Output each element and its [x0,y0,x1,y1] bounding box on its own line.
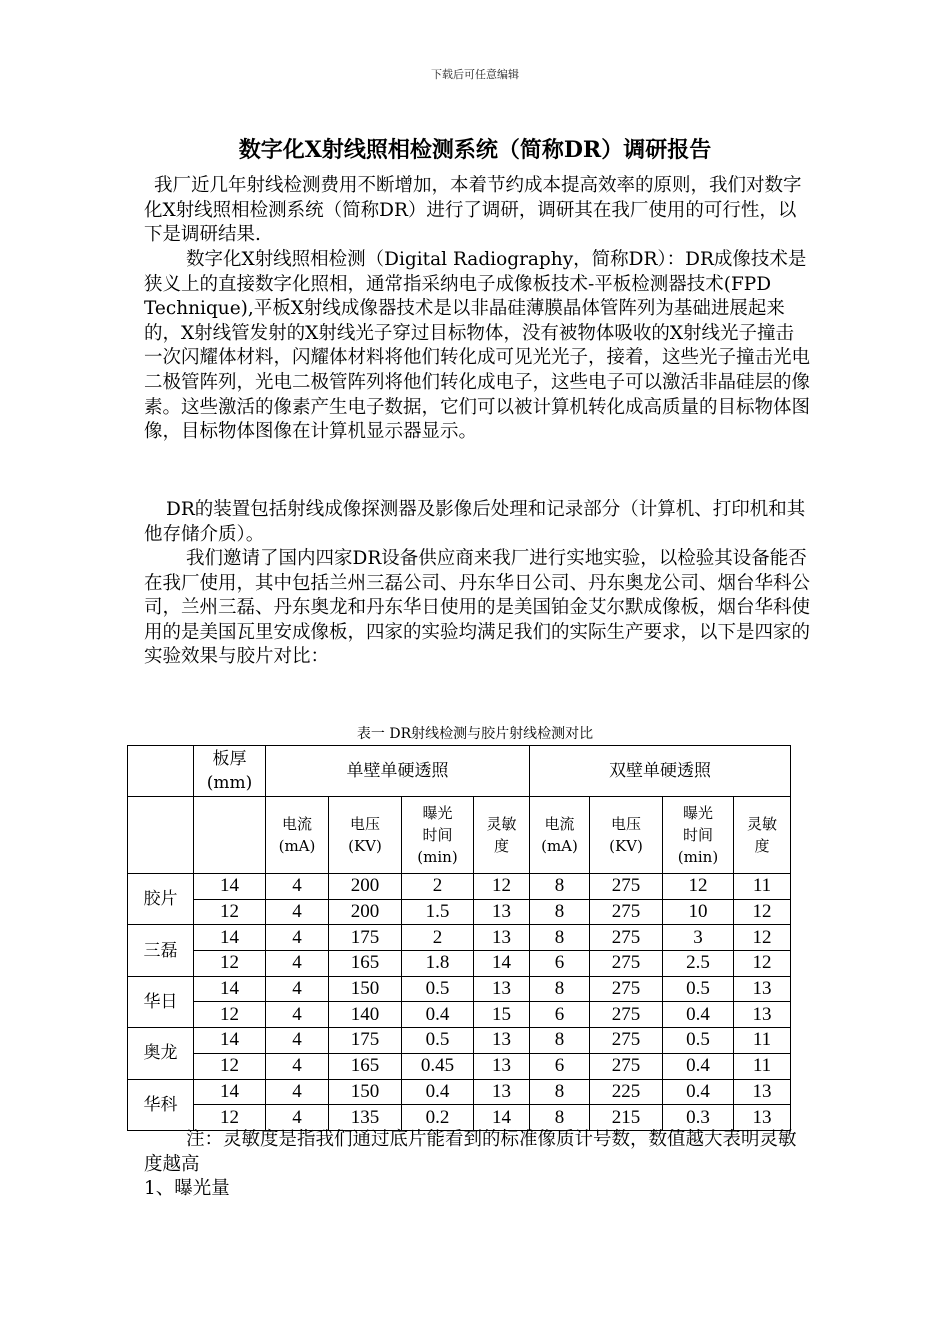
table-cell: 0.2 [402,1105,474,1131]
table-cell: 13 [474,1079,530,1105]
table-cell: 12 [663,874,734,900]
table-cell: 8 [530,976,590,1002]
table-cell: 12 [734,899,791,925]
paragraph-dr-definition: 数字化X射线照相检测（Digital Radiography，简称DR）：DR成像技术是狭义上的直接数字化照相，通常指采纳电子成像板技术-平板检测器技术(FPD Technique),平板X射线成像器技术是以非晶硅薄膜晶体管阵列为基础进展起来的，X射线管发射的X射线光子穿过目标物体，没有被物体吸收的X射线光子撞击一次闪耀体材料，闪耀体材料将他们转化成可见光光子，接着，这些光子撞击光电二极管阵列，光电二极管阵列将他们转化成电子，这些电子可以激活非晶硅层的像素。这些激活的像素产生电子数据，它们可以被计算机转化成高质量的目标物体图像，目标物体图像在计算机显示器显示。 [144,249,811,443]
table-row [128,951,791,977]
table-row [128,1105,791,1131]
table-cell: 13 [734,976,791,1002]
table-body [128,874,791,1131]
current-header [266,797,329,874]
table-row [128,899,791,925]
table-cell: 275 [590,951,663,977]
table-cell: 1.8 [402,951,474,977]
table-cell: 10 [663,899,734,925]
table-cell: 2 [402,925,474,951]
row-group-label: 华日 [128,976,194,1027]
sensitivity-header [474,797,530,874]
table-cell: 1.5 [402,899,474,925]
current-label: 电流 [281,815,312,833]
thickness-header [194,746,266,797]
table-row [128,1028,791,1054]
current-unit: (mA) [541,837,578,855]
table-cell: 275 [590,874,663,900]
table-cell: 12 [734,925,791,951]
table-cell: 11 [734,874,791,900]
row-group-label: 华科 [128,1079,194,1130]
table-cell: 140 [329,1002,402,1028]
table-cell: 0.4 [402,1079,474,1105]
table-cell: 4 [266,1079,329,1105]
table-cell: 150 [329,976,402,1002]
table-caption: 表一 DR射线检测与胶片射线检测对比 [356,726,594,742]
table-cell: 14 [474,1105,530,1131]
table-cell: 225 [590,1079,663,1105]
table-cell: 215 [590,1105,663,1131]
table-cell: 11 [734,1028,791,1054]
table-cell: 165 [329,1053,402,1079]
exposure-unit: (min) [417,848,458,866]
current-unit: (mA) [278,837,316,855]
corner-cell [128,746,194,797]
table-cell: 200 [329,874,402,900]
table-cell: 13 [474,1053,530,1079]
comparison-table [127,745,791,1131]
table-cell: 275 [590,976,663,1002]
dr-equipment-block [144,498,812,547]
voltage-unit: (KV) [609,837,643,855]
table-note: 注：灵敏度是指我们通过底片能看到的标准像质计号数，数值越大表明灵敏度越高 [144,1129,797,1175]
voltage-label: 电压 [610,815,641,833]
suppliers-block [144,547,812,670]
table-cell: 0.5 [663,1028,734,1054]
paragraph-intro: 我厂近几年射线检测费用不断增加，本着节约成本提高效率的原则，我们对数字化X射线照相检测系统（简称DR）进行了调研，调研其在我厂使用的可行性，以下是调研结果. [144,175,802,246]
page-header-note: 下载后可任意编辑 [431,68,519,81]
section-heading: 1、曝光量 [144,1178,230,1200]
table-cell: 0.45 [402,1053,474,1079]
group-double-wall: 双壁单硬透照 [530,746,791,797]
voltage-unit: (KV) [348,837,382,855]
table-cell: 12 [194,1105,266,1131]
current-label: 电流 [544,815,575,833]
table-cell: 4 [266,1053,329,1079]
table-cell: 8 [530,874,590,900]
table-cell: 11 [734,1053,791,1079]
table-row [128,1002,791,1028]
table-cell: 0.3 [663,1105,734,1131]
voltage-header [590,797,663,874]
row-group-label: 胶片 [128,874,194,925]
sensitivity-header [734,797,791,874]
table-cell: 6 [530,1053,590,1079]
table-cell: 6 [530,1002,590,1028]
table-row [128,925,791,951]
table-cell: 14 [194,874,266,900]
table-cell: 0.4 [402,1002,474,1028]
empty-header-cell [128,797,194,874]
table-cell: 4 [266,874,329,900]
document-title: 数字化X射线照相检测系统（简称DR）调研报告 [238,137,712,163]
table-cell: 0.4 [663,1079,734,1105]
table-cell: 4 [266,1002,329,1028]
row-group-label: 奥龙 [128,1028,194,1079]
table-cell: 8 [530,899,590,925]
table-row [128,1079,791,1105]
table-cell: 2 [402,874,474,900]
table-cell: 200 [329,899,402,925]
table-cell: 8 [530,925,590,951]
table-cell: 13 [474,976,530,1002]
table-cell: 3 [663,925,734,951]
group-single-wall: 单壁单硬透照 [266,746,530,797]
table-cell: 4 [266,899,329,925]
table-cell: 14 [194,925,266,951]
intro-paragraph-block [144,174,812,248]
table-row [128,1053,791,1079]
table-header-row-1 [128,746,791,797]
table-cell: 0.5 [663,976,734,1002]
table-cell: 2.5 [663,951,734,977]
table-cell: 135 [329,1105,402,1131]
table-cell: 165 [329,951,402,977]
table-cell: 8 [530,1079,590,1105]
table-cell: 275 [590,1002,663,1028]
table-cell: 0.5 [402,1028,474,1054]
thickness-label: 板厚 [212,749,247,769]
row-group-label: 三磊 [128,925,194,976]
table-cell: 4 [266,976,329,1002]
paragraph-suppliers: 我们邀请了国内四家DR设备供应商来我厂进行实地实验，以检验其设备能否在我厂使用，其中包括兰州三磊公司、丹东华日公司、丹东奥龙公司、烟台华科公司，兰州三磊、丹东奥龙和丹东华日使用的是美国铂金艾尔默成像板，烟台华科使用的是美国瓦里安成像板，四家的实验均满足我们的实际生产要求，以下是四家的实验效果与胶片对比： [144,548,811,668]
table-header-row-2 [128,797,791,874]
table-cell: 275 [590,1053,663,1079]
table-cell: 275 [590,1028,663,1054]
table-row [128,874,791,900]
exposure-label: 曝光时间 [682,804,713,844]
exposure-label: 曝光时间 [422,804,453,844]
voltage-label: 电压 [349,815,380,833]
current-header [530,797,590,874]
table-cell: 14 [194,976,266,1002]
table-cell: 12 [734,951,791,977]
sensitivity-label: 灵敏度 [746,815,777,855]
table-cell: 15 [474,1002,530,1028]
exposure-header [663,797,734,874]
table-cell: 4 [266,1028,329,1054]
table-cell: 12 [194,951,266,977]
table-cell: 12 [194,1002,266,1028]
exposure-unit: (min) [677,848,719,866]
table-cell: 4 [266,925,329,951]
dr-definition-block [144,248,812,445]
table-cell: 12 [194,899,266,925]
table-cell: 4 [266,951,329,977]
table-cell: 13 [734,1105,791,1131]
table-cell: 8 [530,1028,590,1054]
table-cell: 175 [329,1028,402,1054]
table-cell: 275 [590,899,663,925]
table-cell: 14 [194,1028,266,1054]
table-cell: 14 [474,951,530,977]
table-cell: 13 [474,925,530,951]
table-cell: 6 [530,951,590,977]
table-cell: 0.4 [663,1002,734,1028]
voltage-header [329,797,402,874]
table-cell: 12 [194,1053,266,1079]
table-cell: 12 [474,874,530,900]
thickness-unit: (mm) [206,773,253,793]
table-cell: 13 [474,1028,530,1054]
table-cell: 275 [590,925,663,951]
table-cell: 4 [266,1105,329,1131]
table-row [128,976,791,1002]
table-cell: 0.4 [663,1053,734,1079]
empty-header-cell [194,797,266,874]
table-cell: 13 [474,899,530,925]
table-cell: 8 [530,1105,590,1131]
notes-block [144,1128,812,1202]
table-cell: 14 [194,1079,266,1105]
exposure-header [402,797,474,874]
table-cell: 0.5 [402,976,474,1002]
table-cell: 175 [329,925,402,951]
table-cell: 13 [734,1002,791,1028]
sensitivity-label: 灵敏度 [486,815,517,855]
table-cell: 150 [329,1079,402,1105]
table-cell: 13 [734,1079,791,1105]
paragraph-dr-equipment: DR的装置包括射线成像探测器及影像后处理和记录部分（计算机、打印机和其他存储介质）。 [144,499,806,545]
